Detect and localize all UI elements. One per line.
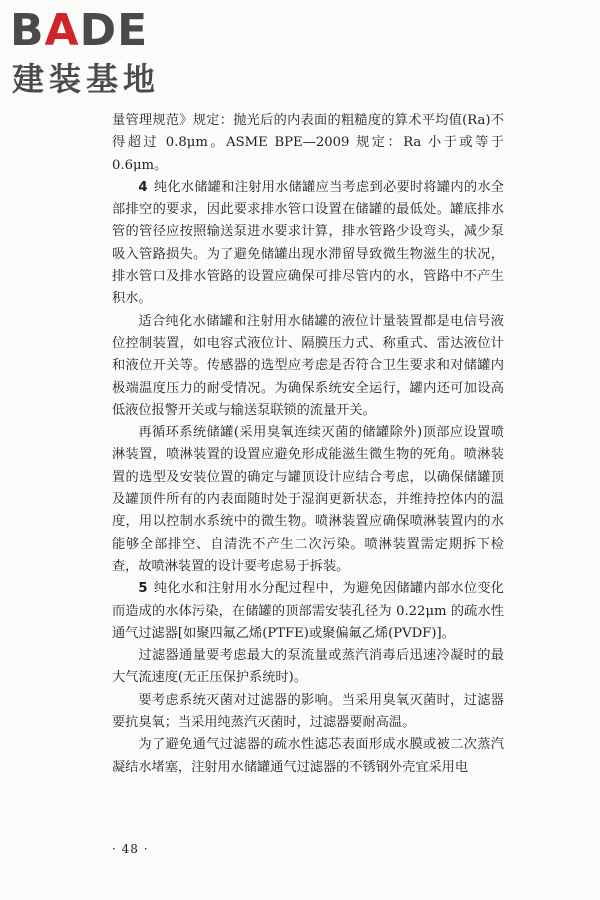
paragraph: 适合纯化水储罐和注射用水储罐的液位计量装置都是电信号液位控制装置，如电容式液位计、隔膜压力式、称重式、雷达液位计和液位开关等。传感器的选型应考虑是否符合卫生要求和对储罐内极端温度压力的耐受情况。为确保系统安全运行，罐内还可加设高低液位报警开关或与输送泵联锁的流量开关。 [112, 313, 504, 418]
body-text [112, 110, 504, 779]
logo [10, 6, 200, 102]
clause-number: 4 [138, 179, 148, 195]
clause-number: 5 [138, 581, 148, 597]
page-number: · 48 · [112, 842, 149, 856]
paragraph: 5 纯化水和注射用水分配过程中，为避免因储罐内部水位变化而造成的水体污染，在储罐的顶部需安装孔径为 0.22μm 的疏水性通气过滤器[如聚四氟乙烯(PTFE)或聚偏氟乙烯(PVDF)]。 [112, 581, 504, 641]
paragraph: 过滤器通量要考虑最大的泵流量或蒸汽消毒后迅速冷凝时的最大气流速度(无正压保护系统时)。 [112, 648, 504, 686]
paragraph: 要考虑系统灭菌对过滤器的影响。当采用臭氧灭菌时，过滤器要抗臭氧；当采用纯蒸汽灭菌时，过滤器要耐高温。 [112, 692, 504, 731]
logo-wordmark: BADE [10, 5, 149, 56]
paragraph: 4 纯化水储罐和注射用水储罐应当考虑到必要时将罐内的水全部排空的要求，因此要求排水管口设置在储罐的最低处。罐底排水管的管径应按照输送泵进水要求计算，排水管路少设弯头，减少泵吸入管路损失。为了避免储罐出现水滞留导致微生物滋生的状况，排水管口及排水管路的设置应确保可排尽管内的水，管路中不产生积水。 [112, 179, 504, 307]
paragraph: 量管理规范》规定：抛光后的内表面的粗糙度的算术平均值(Ra)不得超过 0.8μm。ASME BPE—2009 规定：Ra 小于或等于 0.6μm。 [112, 113, 504, 173]
logo-subtitle: 建装基地 [12, 60, 161, 98]
paragraph: 为了避免通气过滤器的疏水性滤芯表面形成水膜或被二次蒸汽凝结水堵塞，注射用水储罐通气过滤器的不锈钢外壳宜采用电 [112, 737, 504, 775]
paragraph: 再循环系统储罐(采用臭氧连续灭菌的储罐除外)顶部应设置喷淋装置，喷淋装置的设置应避免形成能滋生微生物的死角。喷淋装置的选型及安装位置的确定与罐顶设计应结合考虑，以确保储罐顶及罐顶件所有的内表面随时处于湿润更新状态，并维持控体内的温度，用以控制水系统中的微生物。喷淋装置应确保喷淋装置内的水能够全部排空、自清洗不产生二次污染。喷淋装置需定期拆下检查，故喷淋装置的设计要考虑易于拆装。 [112, 425, 504, 574]
